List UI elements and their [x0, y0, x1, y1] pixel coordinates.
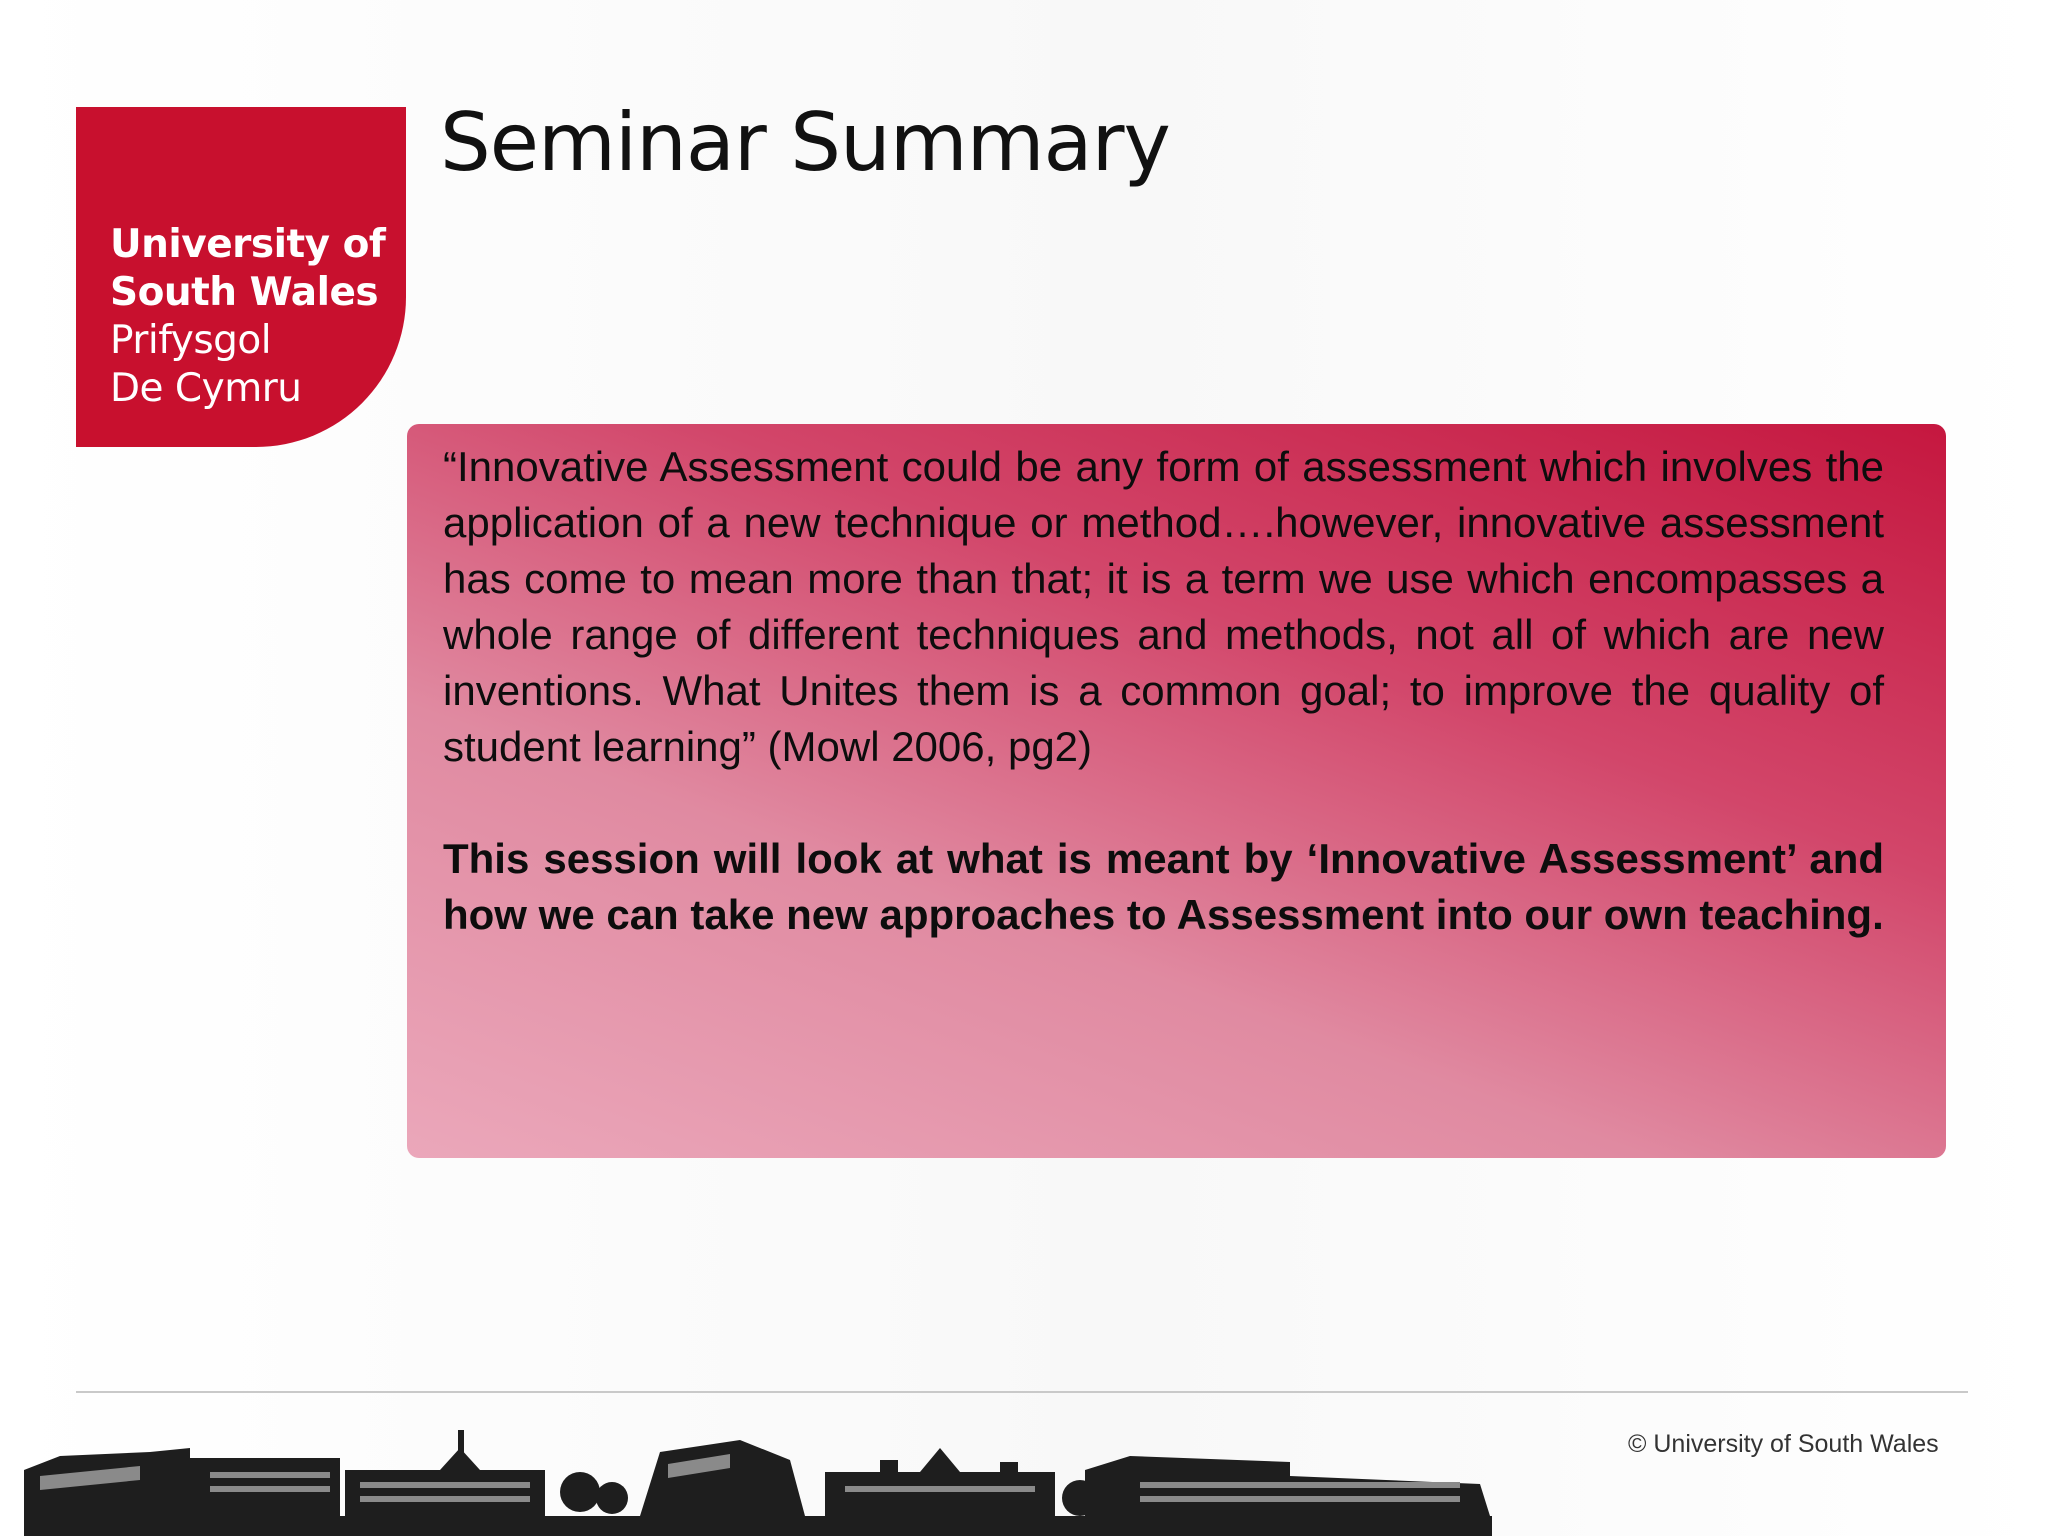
- campus-skyline-icon: [0, 1400, 1500, 1536]
- logo-line-3: Prifysgol: [110, 318, 272, 363]
- slide-title: Seminar Summary: [440, 96, 1170, 189]
- logo-line-4: De Cymru: [110, 366, 302, 411]
- footer-divider: [76, 1391, 1968, 1393]
- paragraph-gap: [443, 775, 1884, 831]
- logo-line-1: University of: [110, 222, 386, 267]
- summary-box: [407, 424, 1946, 1158]
- university-logo: [76, 107, 406, 447]
- session-note: This session will look at what is meant by ‘Innovative Assessment’ and how we can take new approaches to Assessment into our own teaching.: [443, 835, 1884, 938]
- logo-line-2: South Wales: [110, 270, 379, 315]
- quote-text: “Innovative Assessment could be any form of assessment which involves the application of a new technique or method….however, innovative assessment has come to mean more than that; it is a term we use which encompasses a whole range of different techniques and methods, not all of which are new inventions. What Unites them is a common goal; to improve the quality of student learning” (Mowl 2006, pg2): [443, 443, 1884, 770]
- copyright-text: © University of South Wales: [1628, 1430, 1939, 1458]
